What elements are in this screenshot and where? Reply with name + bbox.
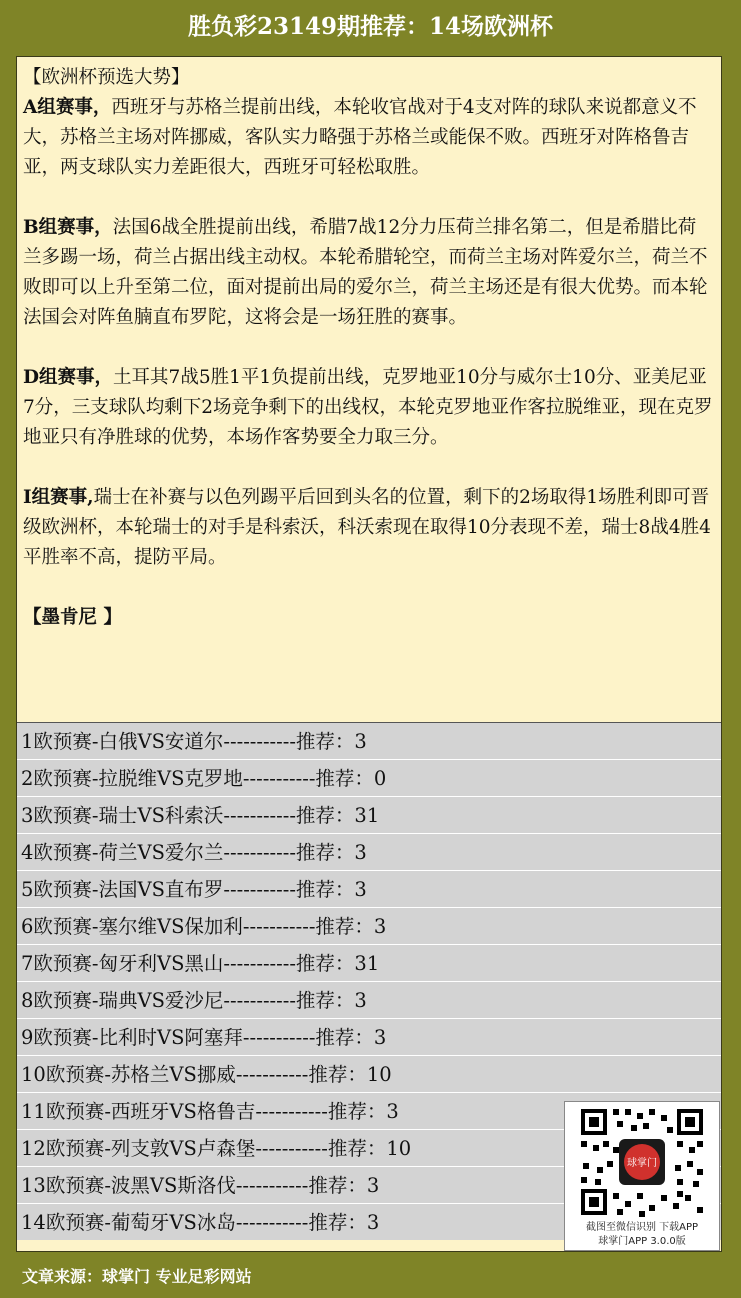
match-row: 10欧预赛-苏格兰VS挪威-----------推荐：10 bbox=[17, 1055, 721, 1092]
match-row: 8欧预赛-瑞典VS爱沙尼-----------推荐：3 bbox=[17, 981, 721, 1018]
match-row: 13欧预赛-波黑VS斯洛伐-----------推荐：3 bbox=[17, 1166, 721, 1203]
group-text: 土耳其7战5胜1平1负提前出线，克罗地亚10分与威尔士10分、亚美尼亚7分，三支球队均剩下2场竞争剩下的出线权，本轮克罗地亚作客拉脱维亚，现在克罗地亚只有净胜球的优势，本场作客势要全力取三分。 bbox=[23, 367, 713, 448]
group-text: 西班牙与苏格兰提前出线，本轮收官战对于4支对阵的球队来说都意义不大，苏格兰主场对阵挪威，客队实力略强于苏格兰或能保不败。西班牙对阵格鲁吉亚，两支球队实力差距很大，西班牙可轻松取胜。 bbox=[23, 97, 697, 178]
group-text: 瑞士在补赛与以色列踢平后回到头名的位置，剩下的2场取得1场胜利即可晋级欧洲杯，本轮瑞士的对手是科索沃，科沃索现在取得10分表现不差，瑞士8战4胜4平胜率不高，提防平局。 bbox=[23, 487, 711, 568]
app-qr-code[interactable] bbox=[564, 1101, 720, 1251]
match-row: 7欧预赛-匈牙利VS黑山-----------推荐：31 bbox=[17, 944, 721, 981]
group-label: D组赛事， bbox=[23, 367, 114, 388]
author-tag: 【墨肯尼 】 bbox=[23, 607, 122, 628]
match-row: 4欧预赛-荷兰VS爱尔兰-----------推荐：3 bbox=[17, 833, 721, 870]
group-d-paragraph bbox=[23, 363, 713, 453]
section-heading: 【欧洲杯预选大势】 bbox=[23, 67, 190, 88]
match-row: 14欧预赛-葡萄牙VS冰岛-----------推荐：3 bbox=[17, 1203, 721, 1240]
match-row: 12欧预赛-列支敦VS卢森堡-----------推荐：10 bbox=[17, 1129, 721, 1166]
group-label: I组赛事, bbox=[23, 487, 94, 508]
group-b-paragraph bbox=[23, 213, 713, 333]
analysis-section bbox=[17, 57, 721, 722]
match-row: 6欧预赛-塞尔维VS保加利-----------推荐：3 bbox=[17, 907, 721, 944]
qr-caption-line2: 球掌门APP 3.0.0版 bbox=[598, 1236, 686, 1247]
match-row: 3欧预赛-瑞士VS科索沃-----------推荐：31 bbox=[17, 796, 721, 833]
qr-caption bbox=[565, 1221, 719, 1249]
match-row: 2欧预赛-拉脱维VS克罗地-----------推荐：0 bbox=[17, 759, 721, 796]
match-row: 9欧预赛-比利时VS阿塞拜-----------推荐：3 bbox=[17, 1018, 721, 1055]
page-title: 胜负彩23149期推荐：14场欧洲杯 bbox=[187, 13, 554, 40]
match-row: 5欧预赛-法国VS直布罗-----------推荐：3 bbox=[17, 870, 721, 907]
logo-text: 球掌门 bbox=[627, 1158, 657, 1169]
group-i-paragraph bbox=[23, 483, 713, 573]
match-row: 11欧预赛-西班牙VS格鲁吉-----------推荐：3 bbox=[17, 1092, 721, 1129]
qr-caption-line1: 截图至微信识别 下载APP bbox=[585, 1222, 699, 1233]
qr-code-icon bbox=[577, 1105, 707, 1219]
match-row: 1欧预赛-白俄VS安道尔-----------推荐：3 bbox=[17, 722, 721, 759]
group-text: 法国6战全胜提前出线，希腊7战12分力压荷兰排名第二，但是希腊比荷兰多踢一场，荷兰占据出线主动权。本轮希腊轮空，而荷兰主场对阵爱尔兰，荷兰不败即可以上升至第二位，面对提前出局的爱尔兰，荷兰主场还是有很大优势。而本轮法国会对阵鱼腩直布罗陀，这将会是一场狂胜的赛事。 bbox=[23, 217, 708, 328]
group-label: A组赛事， bbox=[23, 97, 112, 118]
group-a-paragraph bbox=[23, 93, 713, 183]
content-panel bbox=[16, 56, 722, 1252]
group-label: B组赛事， bbox=[23, 217, 113, 238]
source-footer: 文章来源：球掌门 专业足彩网站 bbox=[22, 1267, 252, 1286]
